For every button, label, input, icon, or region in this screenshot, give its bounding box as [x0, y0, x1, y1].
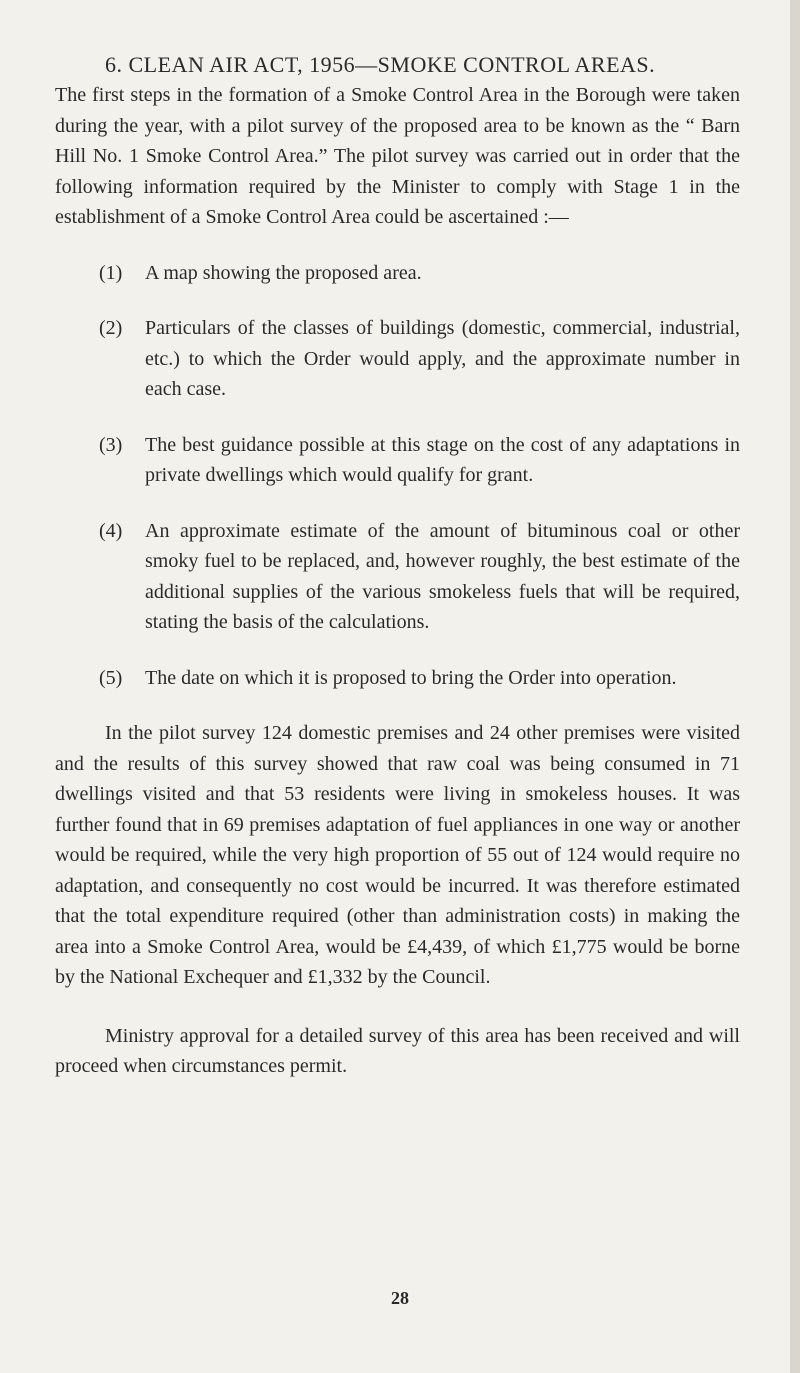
list-item-text: An approximate estimate of the amount of bituminous coal or other smoky fuel to be replaced, and, however roughly, the best estimate of the additional supplies of the various smokeless fuels that will be required, stating the basis of the calculations. — [145, 519, 740, 633]
list-item — [55, 430, 740, 491]
requirements-list — [55, 258, 740, 694]
ministry-approval-paragraph: Ministry approval for a detailed survey of this area has been received and will proceed when circumstances permit. — [55, 1024, 740, 1077]
list-item-number: (1) — [99, 261, 123, 284]
list-item-text: A map showing the proposed area. — [145, 261, 422, 284]
list-item-number: (2) — [99, 317, 123, 339]
list-item-number: (3) — [99, 433, 123, 456]
page-number: 28 — [391, 1288, 409, 1308]
list-item — [55, 516, 740, 638]
section-heading: 6. CLEAN AIR ACT, 1956—SMOKE CONTROL AREAS. — [105, 52, 656, 77]
list-item-number: (4) — [99, 519, 123, 542]
list-item-text: Particulars of the classes of buildings (domestic, commercial, industrial, etc.) to which the Order would apply, and the approximate number in each case. — [145, 317, 740, 400]
list-item — [55, 258, 740, 289]
page-edge-shadow — [790, 0, 800, 1373]
survey-results-paragraph: In the pilot survey 124 domestic premises and 24 other premises were visited and the results of this survey showed that raw coal was being consumed in 71 dwellings visited and that 53 residents were living in smokeless houses. It was further found that in 69 premises adaptation of fuel appliances in one way or another would be required, while the very high proportion of 55 out of 124 would require no adaptation, and consequently no cost would be incurred. It was therefore estimated that the total expenditure required (other than administration costs) in making the area into a Smoke Control Area, would be £4,439, of which £1,775 would be borne by the National Exchequer and £1,332 by the Council. — [55, 722, 740, 988]
list-item — [55, 313, 740, 405]
list-item-text: The best guidance possible at this stage on the cost of any adaptations in private dwellings which would qualify for grant. — [145, 433, 740, 486]
list-item-number: (5) — [99, 666, 123, 689]
list-item — [55, 663, 740, 694]
list-item-text: The date on which it is proposed to bring the Order into operation. — [145, 666, 677, 689]
intro-paragraph: The first steps in the formation of a Smoke Control Area in the Borough were taken during the year, with a pilot survey of the proposed area to be known as the “ Barn Hill No. 1 Smoke Control Area.” The pilot survey was carried out in order that the following information required by the Minister to comply with Stage 1 in the establishment of a Smoke Control Area could be ascertained :— — [55, 84, 740, 228]
